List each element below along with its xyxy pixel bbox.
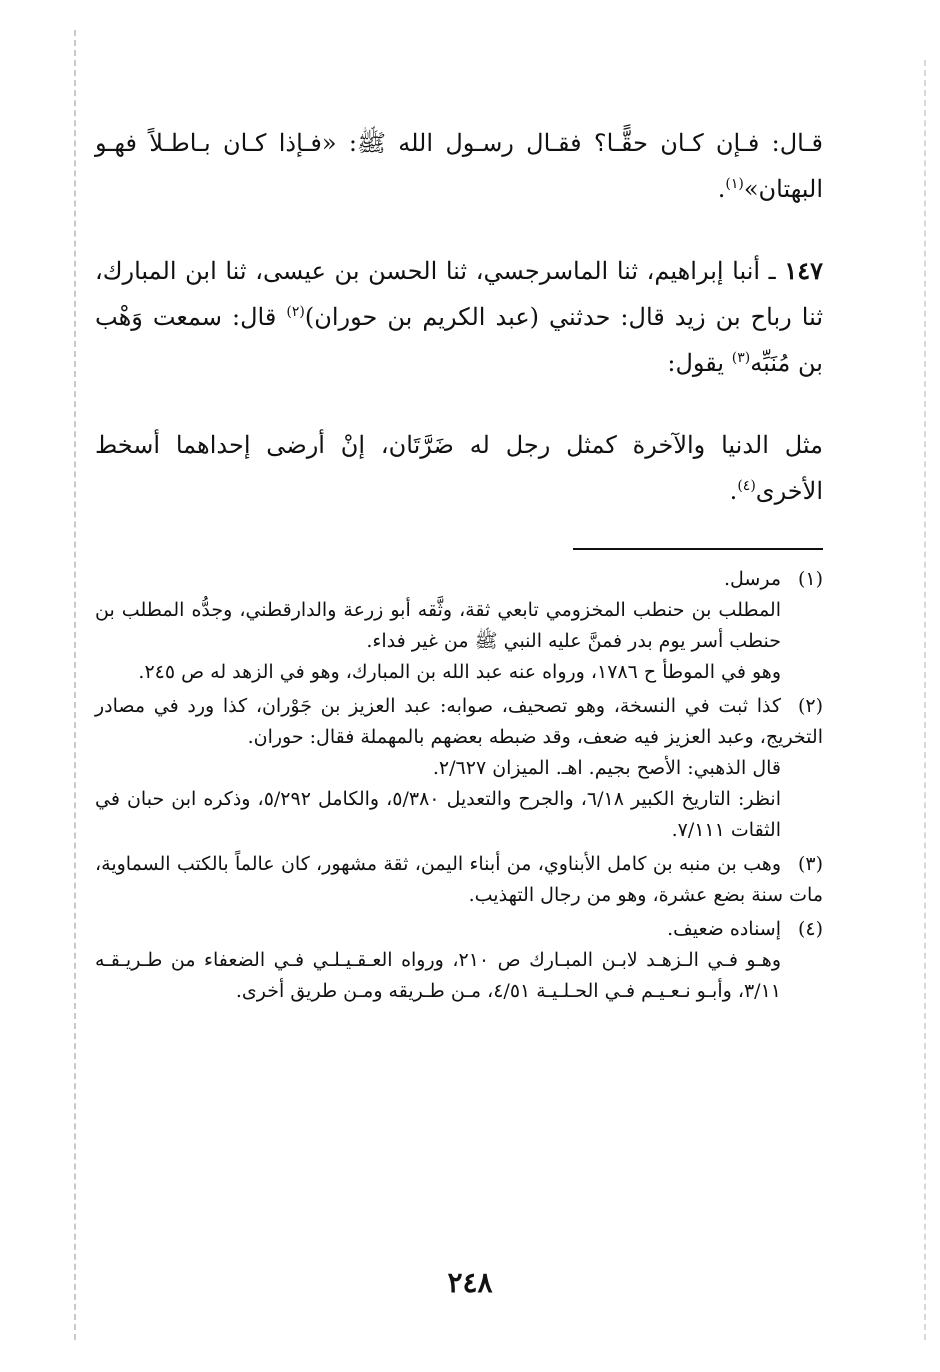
footnote-ref-3[interactable]: (٣) (731, 350, 751, 366)
paragraph-2-end: يقول: (667, 349, 732, 377)
footnote-line: إسناده ضعيف. (667, 918, 781, 940)
page-number: ٢٤٨ (447, 1266, 493, 1299)
paragraph-2-text: ـ أنبا إبراهيم، ثنا الماسرجسي، ثنا الحسن بن عيسى، ثنا ابن المبارك، ثنا رباح بن زيد قال: حدثني (عبد الكريم بن حوران) (95, 257, 823, 331)
footnote-marker: (٤) (797, 918, 823, 940)
footnote-line: وهـو فـي الـزهـد لابـن المبـارك ص ٢١٠، ورواه العـقـيـلـي فـي الضعفاء من طـريـقـه ٣/١١، وأبـو نـعـيـم فـي الحـلـيـة ٤/٥١، مـن طـريقه ومـن طريق أخرى. (95, 949, 781, 1002)
footnote-line: انظر: التاريخ الكبير ٦/١٨، والجرح والتعديل ٥/٣٨٠، والكامل ٥/٢٩٢، وذكره ابن حبان في الثقات ٧/١١١. (95, 788, 781, 841)
paragraph-2-mid: قال: سمعت وَهْب بن مُنَبِّه (95, 303, 823, 377)
footnote-marker: (١) (797, 568, 823, 590)
paragraph-3 (95, 422, 823, 514)
paragraph-1-end: . (717, 175, 726, 203)
footnote-line: وهب بن منبه بن كامل الأبناوي، من أبناء اليمن، ثقة مشهور، كان عالماً بالكتب السماوية، مات سنة بضع عشرة، وهو من رجال التهذيب. (95, 853, 823, 906)
footnote-line: المطلب بن حنطب المخزومي تابعي ثقة، وثَّقه أبو زرعة والدارقطني، وجدُّه المطلب بن حنطب أسر يوم بدر فمنَّ عليه النبي ﷺ من غير فداء. (95, 599, 781, 652)
footnote-line: مرسل. (723, 568, 781, 590)
scan-edge-right (924, 60, 926, 1340)
footnote-separator (573, 548, 823, 550)
scan-edge-left (74, 30, 76, 1340)
page-body (95, 120, 823, 1010)
hadith-number: ١٤٧ (784, 256, 823, 285)
paragraph-1-text: قـال: فـإن كـان حقًّـا؟ فقـال رسـول الله ﷺ: «فـإذا كـان بـاطـلاً فهـو البهتان» (95, 129, 823, 203)
footnote-3 (95, 849, 823, 911)
paragraph-3-text: مثل الدنيا والآخرة كمثل رجل له ضَرَّتَان، إنْ أرضى إحداهما أسخط الأخرى (95, 431, 823, 505)
footnote-ref-1[interactable]: (١) (725, 176, 744, 192)
paragraph-3-end: . (729, 477, 738, 505)
footnote-ref-4[interactable]: (٤) (737, 478, 756, 494)
footnote-1 (95, 564, 823, 688)
footnote-2 (95, 691, 823, 846)
footnote-4 (95, 914, 823, 1007)
paragraph-2 (95, 248, 823, 386)
footnote-marker: (٢) (797, 695, 823, 717)
footnote-ref-2[interactable]: (٢) (286, 304, 305, 320)
main-text (95, 120, 823, 514)
footnote-line: وهو في الموطأ ح ١٧٨٦، ورواه عنه عبد الله بن المبارك، وهو في الزهد له ص ٢٤٥. (138, 661, 781, 683)
footnote-line: قال الذهبي: الأصح بجيم. اهـ. الميزان ٢/٦٢٧. (432, 757, 781, 779)
paragraph-1 (95, 120, 823, 212)
footnote-line: كذا ثبت في النسخة، وهو تصحيف، صوابه: عبد العزيز بن جَوْران، كذا ورد في مصادر التخريج، وعبد العزيز فيه ضعف، وقد ضبطه بعضهم بالمهملة فقال: حوران. (95, 695, 823, 748)
footnotes (95, 564, 823, 1007)
footnote-marker: (٣) (797, 853, 823, 875)
